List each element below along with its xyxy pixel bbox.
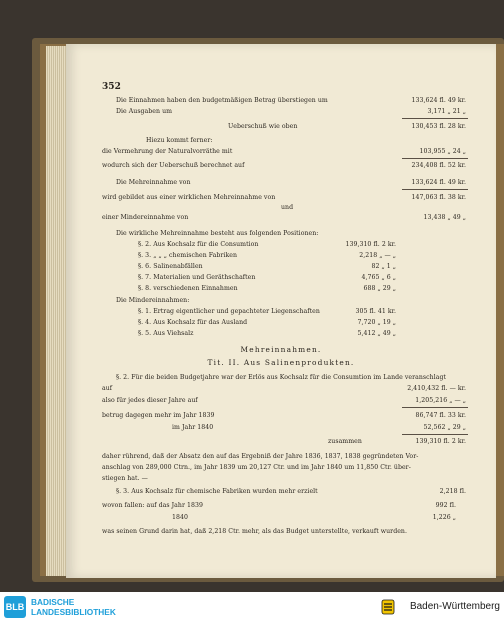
text-line: Die Mindereinnahmen: — [116, 297, 190, 304]
library-name[interactable] — [31, 597, 116, 617]
text-line: wodurch sich der Ueberschuß berechnet auf — [102, 162, 245, 169]
sum-rule — [402, 407, 468, 408]
text-line: 1840 — [172, 514, 188, 521]
page-number: 352 — [102, 82, 121, 92]
text-line: die Vermehrung der Naturalvorräthe mit — [102, 148, 233, 155]
value: 133,624 fl. 49 kr. — [411, 97, 466, 104]
sum-rule — [402, 118, 468, 119]
value: 147,063 fl. 38 kr. — [411, 194, 466, 201]
position-value: 688 „ 29 „ — [363, 285, 396, 292]
value: 139,310 fl. 2 kr. — [415, 438, 466, 445]
section-subheading: Tit. II. Aus Salinenprodukten. — [207, 358, 355, 367]
position-value: 7,720 „ 19 „ — [357, 319, 396, 326]
text-line: Die Einnahmen haben den budgetmäßigen Betrag überstiegen um — [116, 97, 328, 104]
value: 2,218 fl. — [439, 488, 466, 495]
value: 103,955 „ 24 „ — [419, 148, 466, 155]
text-line: Die wirkliche Mehreinnahme besteht aus folgenden Positionen: — [116, 230, 319, 237]
footer-bar — [0, 592, 504, 622]
value: 3,171 „ 21 „ — [427, 108, 466, 115]
library-name-line1: BADISCHE — [31, 597, 75, 607]
library-name-line2: LANDESBIBLIOTHEK — [31, 607, 116, 617]
coat-of-arms-icon — [378, 597, 398, 617]
value: 52,562 „ 29 „ — [423, 424, 466, 431]
section-heading: Mehreinnahmen. — [240, 345, 322, 354]
value: 234,408 fl. 52 kr. — [411, 162, 466, 169]
text-line: einer Mindereinnahme von — [102, 214, 189, 221]
position-label: §. 8. verschiedenen Einnahmen — [138, 285, 238, 292]
page-edges — [46, 46, 68, 576]
value: 1,205,216 „ — „ — [415, 397, 466, 404]
state-name[interactable]: Baden-Württemberg — [409, 601, 500, 612]
text-line: Die Mehreinnahme von — [116, 179, 191, 186]
position-value: 4,765 „ 6 „ — [361, 274, 396, 281]
text-line: Die Ausgaben um — [116, 108, 173, 115]
value: 13,438 „ 49 „ — [423, 214, 466, 221]
position-label: §. 1. Ertrag eigentlicher und gepachteter Liegenschaften — [138, 308, 320, 315]
text-line: auf — [102, 385, 113, 392]
text-line: Ueberschuß wie oben — [228, 123, 298, 130]
position-value: 5,412 „ 49 „ — [357, 330, 396, 337]
sum-rule — [402, 158, 468, 159]
text-line: wird gebildet aus einer wirklichen Mehreinnahme von — [102, 194, 276, 201]
value: 2,410,432 fl. — kr. — [407, 385, 466, 392]
position-label: §. 7. Materialien und Geräthschaften — [138, 274, 256, 281]
value: 86,747 fl. 33 kr. — [415, 412, 466, 419]
text-line: im Jahr 1840 — [172, 424, 214, 431]
sum-rule — [402, 189, 468, 190]
position-label: §. 6. Salinenabfällen — [138, 263, 203, 270]
blb-logo[interactable]: BLB — [4, 596, 26, 618]
text-line: und — [281, 204, 294, 211]
value: 130,453 fl. 28 kr. — [411, 123, 466, 130]
text-line: stiegen hat. — — [102, 475, 148, 482]
value: 1,226 „ — [432, 514, 456, 521]
text-line: §. 2. Für die beiden Budgetjahre war der Erlös aus Kochsalz für die Consumtion im Lande veranschlagt — [116, 374, 447, 381]
book-page — [66, 44, 496, 578]
text-line: Hiezu kommt ferner: — [146, 137, 213, 144]
value: 133,624 fl. 49 kr. — [411, 179, 466, 186]
text-line: wovon fallen: auf das Jahr 1839 — [102, 502, 203, 509]
position-label: §. 3. „ „ „ chemischen Fabriken — [138, 252, 238, 259]
text-line: daher rührend, daß der Absatz den auf das Ergebniß der Jahre 1836, 1837, 1838 gegründeten Vor- — [102, 453, 419, 460]
sum-rule — [402, 434, 468, 435]
position-value: 305 fl. 41 kr. — [355, 308, 396, 315]
position-label: §. 4. Aus Kochsalz für das Ausland — [138, 319, 248, 326]
position-value: 82 „ 1 „ — [371, 263, 396, 270]
text-line: §. 3. Aus Kochsalz für chemische Fabriken wurden mehr erzielt — [116, 488, 318, 495]
text-line: betrug dagegen mehr im Jahr 1839 — [102, 412, 215, 419]
position-label: §. 5. Aus Viehsalz — [138, 330, 194, 337]
text-line: also für jedes dieser Jahre auf — [102, 397, 198, 404]
position-value: 2,218 „ — „ — [359, 252, 396, 259]
value: 992 fl. — [435, 502, 456, 509]
position-value: 139,310 fl. 2 kr. — [345, 241, 396, 248]
text-line: was seinen Grund darin hat, daß 2,218 Ctr. mehr, als das Budget unterstellte, verkauft wurden. — [102, 528, 407, 535]
text-line: zusammen — [328, 438, 362, 445]
position-label: §. 2. Aus Kochsalz für die Consumtion — [138, 241, 259, 248]
text-line: anschlag von 289,000 Ctrn., im Jahr 1839 um 20,127 Ctr. und im Jahr 1840 um 11,850 Ctr. über- — [102, 464, 411, 471]
